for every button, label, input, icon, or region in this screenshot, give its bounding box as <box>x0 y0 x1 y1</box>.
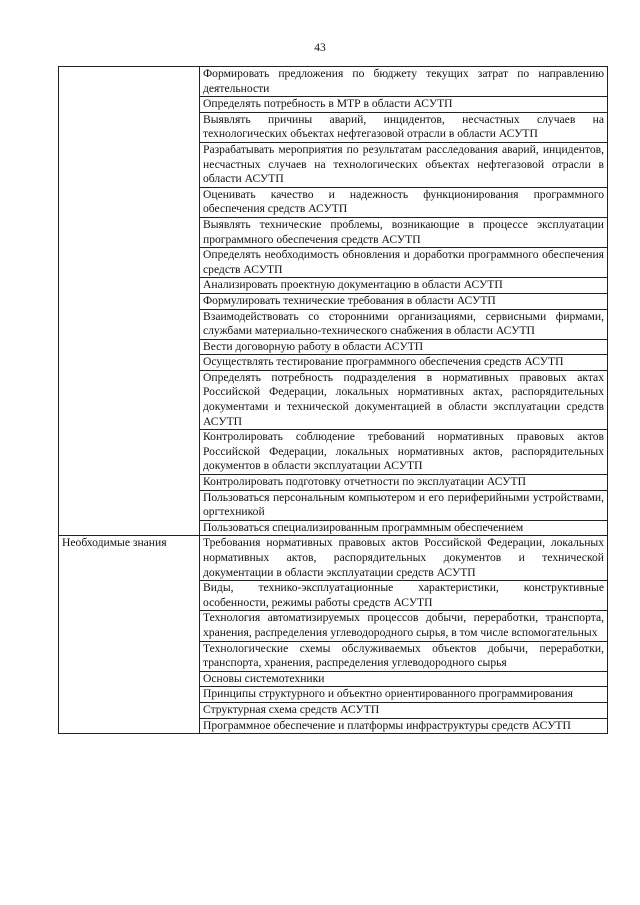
requirement-cell: Взаимодействовать со сторонними организациями, сервисными фирмами, службами материально-технического снабжения в области АСУТП <box>200 309 608 339</box>
requirement-cell: Определять необходимость обновления и доработки программного обеспечения средств АСУТП <box>200 248 608 278</box>
requirement-cell: Структурная схема средств АСУТП <box>200 702 608 718</box>
requirement-cell: Оценивать качество и надежность функционирования программного обеспечения средств АСУТП <box>200 187 608 217</box>
section-label <box>59 67 200 536</box>
table-row <box>59 67 608 97</box>
requirement-cell: Контролировать соблюдение требований нормативных правовых актов Российской Федерации, локальных нормативных актов, распорядительных документов в области эксплуатации АСУТП <box>200 430 608 475</box>
requirement-cell: Принципы структурного и объектно ориентированного программирования <box>200 687 608 703</box>
requirement-cell: Вести договорную работу в области АСУТП <box>200 339 608 355</box>
table-row <box>59 536 608 581</box>
requirement-cell: Основы системотехники <box>200 671 608 687</box>
section-label: Необходимые знания <box>59 536 200 734</box>
requirement-cell: Пользоваться персональным компьютером и его периферийными устройствами, оргтехникой <box>200 490 608 520</box>
requirement-cell: Пользоваться специализированным программным обеспечением <box>200 520 608 536</box>
requirement-cell: Определять потребность подразделения в нормативных правовых актах Российской Федерации, локальных нормативных актах, распорядительных документами и технической документацией в области эксплуатации средств АСУТП <box>200 370 608 429</box>
requirement-cell: Выявлять причины аварий, инцидентов, несчастных случаев на технологических объектах нефтегазовой отрасли в области АСУТП <box>200 112 608 142</box>
requirement-cell: Программное обеспечение и платформы инфраструктуры средств АСУТП <box>200 718 608 734</box>
requirement-cell: Выявлять технические проблемы, возникающие в процессе эксплуатации программного обеспечения средств АСУТП <box>200 217 608 247</box>
requirement-cell: Формировать предложения по бюджету текущих затрат по направлению деятельности <box>200 67 608 97</box>
requirements-table <box>58 66 608 734</box>
requirement-cell: Определять потребность в МТР в области АСУТП <box>200 97 608 113</box>
requirement-cell: Технология автоматизируемых процессов добычи, переработки, транспорта, хранения, распределения углеводородного сырья, в том числе вспомогательных <box>200 611 608 641</box>
requirement-cell: Разрабатывать мероприятия по результатам расследования аварий, инцидентов, несчастных случаев на технологических объектах нефтегазовой отрасли в области АСУТП <box>200 142 608 187</box>
requirement-cell: Контролировать подготовку отчетности по эксплуатации АСУТП <box>200 475 608 491</box>
requirement-cell: Формулировать технические требования в области АСУТП <box>200 293 608 309</box>
requirement-cell: Анализировать проектную документацию в области АСУТП <box>200 278 608 294</box>
requirement-cell: Виды, технико-эксплуатационные характеристики, конструктивные особенности, режимы работы средств АСУТП <box>200 581 608 611</box>
requirement-cell: Осуществлять тестирование программного обеспечения средств АСУТП <box>200 355 608 371</box>
requirement-cell: Технологические схемы обслуживаемых объектов добычи, переработки, транспорта, хранения, распределения углеводородного сырья <box>200 641 608 671</box>
requirement-cell: Требования нормативных правовых актов Российской Федерации, локальных нормативных актов, распорядительных документов и технической документации в области эксплуатации средств АСУТП <box>200 536 608 581</box>
page-number: 43 <box>314 42 326 54</box>
